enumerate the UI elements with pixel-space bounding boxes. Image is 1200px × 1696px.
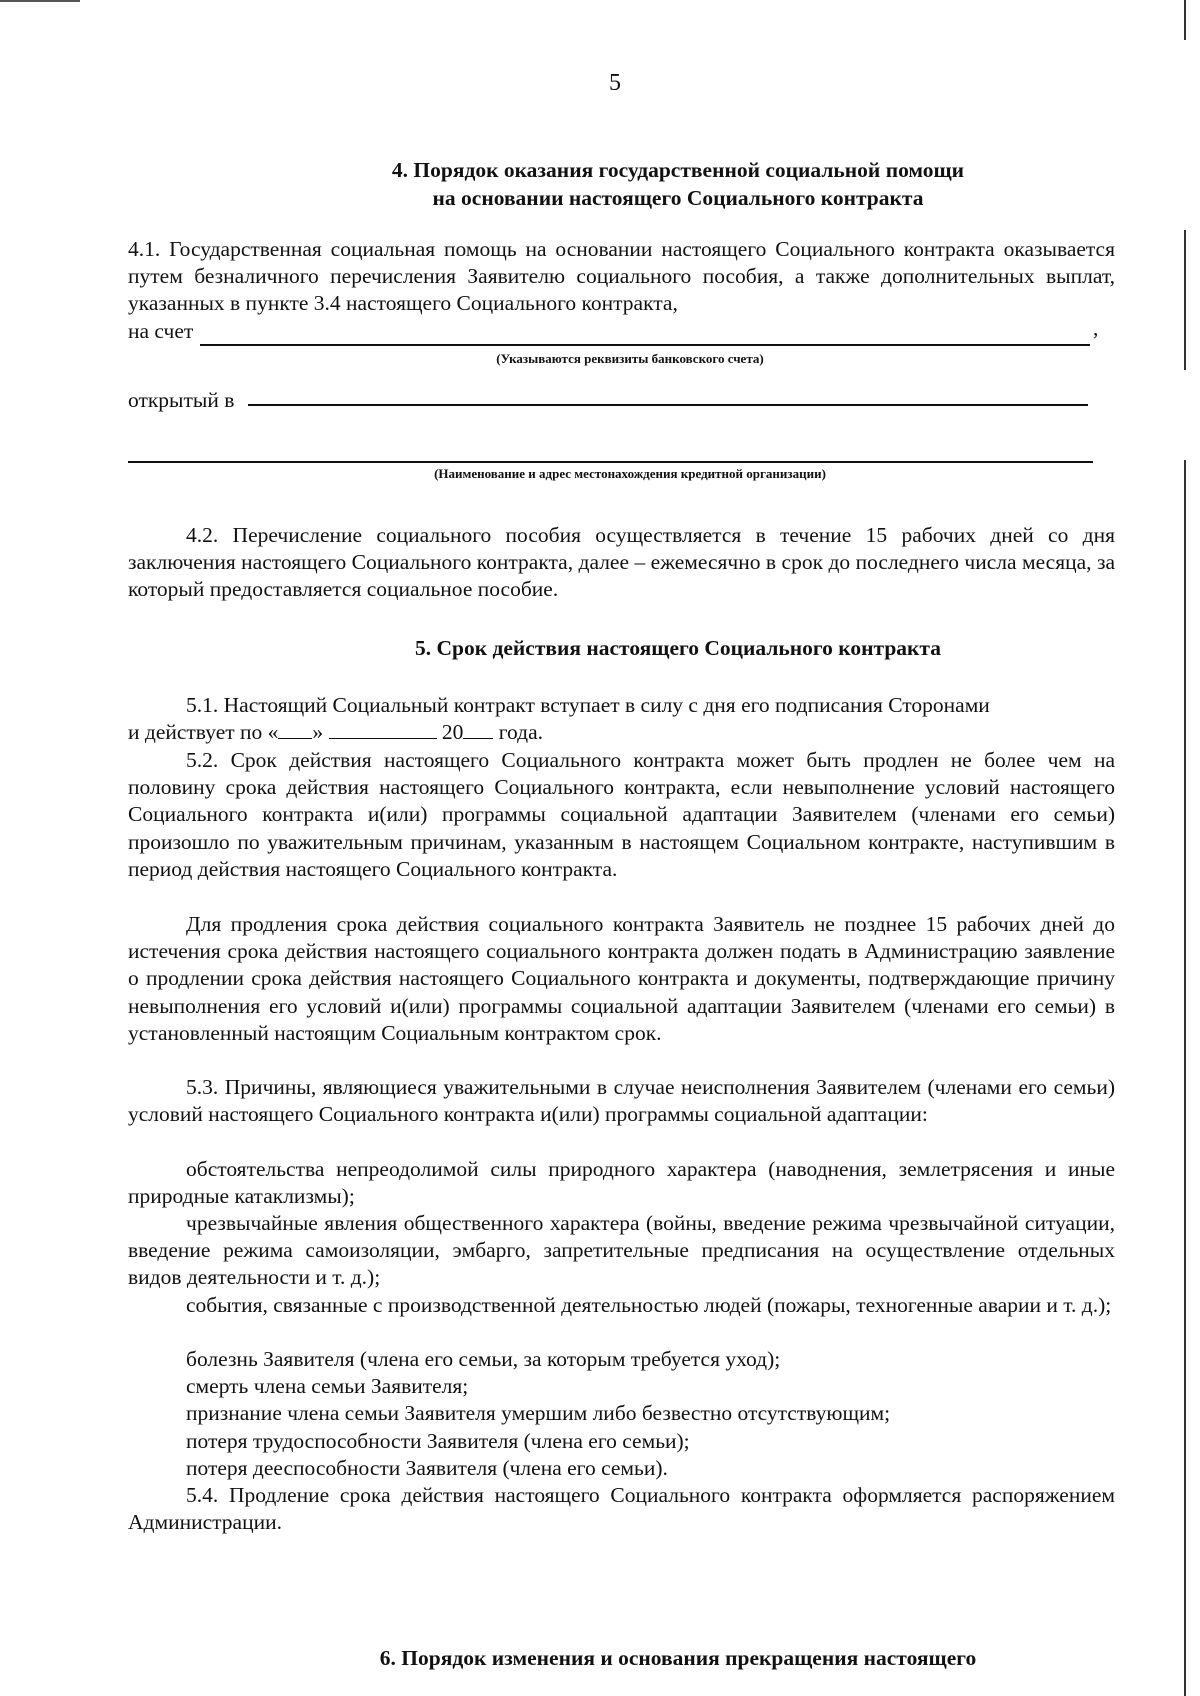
section-5-title: 5. Срок действия настоящего Социального контракта (414, 636, 942, 660)
account-caption: (Указываются реквизиты банковского счета) (496, 351, 764, 366)
reason-item: потеря дееспособности Заявителя (члена его семьи). (186, 1456, 668, 1480)
reason-item: болезнь Заявителя (члена его семьи, за которым требуется уход); (186, 1347, 781, 1371)
reason-item: потеря трудоспособности Заявителя (члена его семьи); (186, 1429, 690, 1453)
paragraph-5-3: 5.3. Причины, являющиеся уважительными в случае неисполнения Заявителем (членами его семьи) условий настоящего Социального контракта и(или) программы социальной адаптации: (128, 1075, 1115, 1127)
paragraph-5-1-line1: 5.1. Настоящий Социальный контракт вступает в силу с дня его подписания Сторонами (186, 693, 990, 717)
paragraph-5-2: 5.2. Срок действия настоящего Социального контракта может быть продлен не более чем на половину срока действия настоящего Социального контракта, если невыполнение условий настоящего Социального контракта и(или) программы социальной адаптации Заявителем (членами его семьи) произошло по уважительным причинам, указанным в настоящем Социальном контракте, наступившим в период действия настоящего Социального контракта. (128, 748, 1115, 881)
account-comma: , (1093, 316, 1099, 340)
section-6-title: 6. Порядок изменения и основания прекращения настоящего (379, 1646, 977, 1670)
reason-item: обстоятельства непреодолимой силы природного характера (наводнения, землетрясения и иные природные катаклизмы); (128, 1157, 1115, 1209)
term-prefix: и действует по « (128, 720, 279, 744)
term-quote-close: » (312, 720, 324, 744)
term-suffix: года. (498, 720, 544, 744)
scan-artifact-edge (1184, 0, 1186, 40)
reason-item: смерть члена семьи Заявителя; (186, 1374, 469, 1398)
term-year-blank[interactable] (463, 720, 493, 739)
page-number: 5 (609, 70, 621, 96)
scan-artifact-edge (1184, 230, 1186, 370)
organization-fill-line[interactable] (128, 461, 1093, 463)
opened-in-fill-line[interactable] (248, 404, 1088, 406)
term-day-blank[interactable] (278, 720, 312, 739)
term-year-prefix: 20 (441, 720, 464, 744)
section-4-title-line2: на основании настоящего Социального контракта (432, 186, 924, 210)
paragraph-5-4: 5.4. Продление срока действия настоящего Социального контракта оформляется распоряжением Администрации. (128, 1483, 1115, 1535)
section-4-title-line1: 4. Порядок оказания государственной социальной помощи (391, 158, 965, 182)
paragraph-4-1: 4.1. Государственная социальная помощь на основании настоящего Социального контракта оказывается путем безналичного перечисления Заявителю социального пособия, а также дополнительных выплат, указанных в пункте 3.4 настоящего Социального контракта, (128, 237, 1115, 316)
paragraph-5-1-line2 (128, 720, 543, 745)
opened-in-label: открытый в (128, 388, 235, 412)
paragraph-5-2-extension: Для продления срока действия социального контракта Заявитель не позднее 15 рабочих дней до истечения срока действия настоящего социального контракта должен подать в Администрацию заявление о продлении срока действия настоящего Социального контракта и документы, подтверждающие причину невыполнения его условий и(или) программы социальной адаптации Заявителем (членами его семьи) в установленный настоящим Социальным контрактом срок. (128, 912, 1115, 1045)
account-label: на счет (128, 319, 194, 343)
term-month-blank[interactable] (329, 720, 437, 739)
reason-item: события, связанные с производственной деятельностью людей (пожары, техногенные аварии и т. д.); (186, 1293, 1112, 1317)
reason-item: чрезвычайные явления общественного характера (войны, введение режима чрезвычайной ситуации, введение режима самоизоляции, эмбарго, запретительные предписания на осуществление отдельных видов деятельности и т. д.); (128, 1211, 1115, 1290)
scan-artifact-top (0, 0, 80, 2)
account-fill-line[interactable] (200, 344, 1090, 346)
organization-caption: (Наименование и адрес местонахождения кредитной организации) (434, 466, 826, 481)
reason-item: признание члена семьи Заявителя умершим либо безвестно отсутствующим; (186, 1401, 891, 1425)
paragraph-4-2: 4.2. Перечисление социального пособия осуществляется в течение 15 рабочих дней со дня заключения настоящего Социального контракта, далее – ежемесячно в срок до последнего числа месяца, за который предоставляется социальное пособие. (128, 523, 1115, 602)
